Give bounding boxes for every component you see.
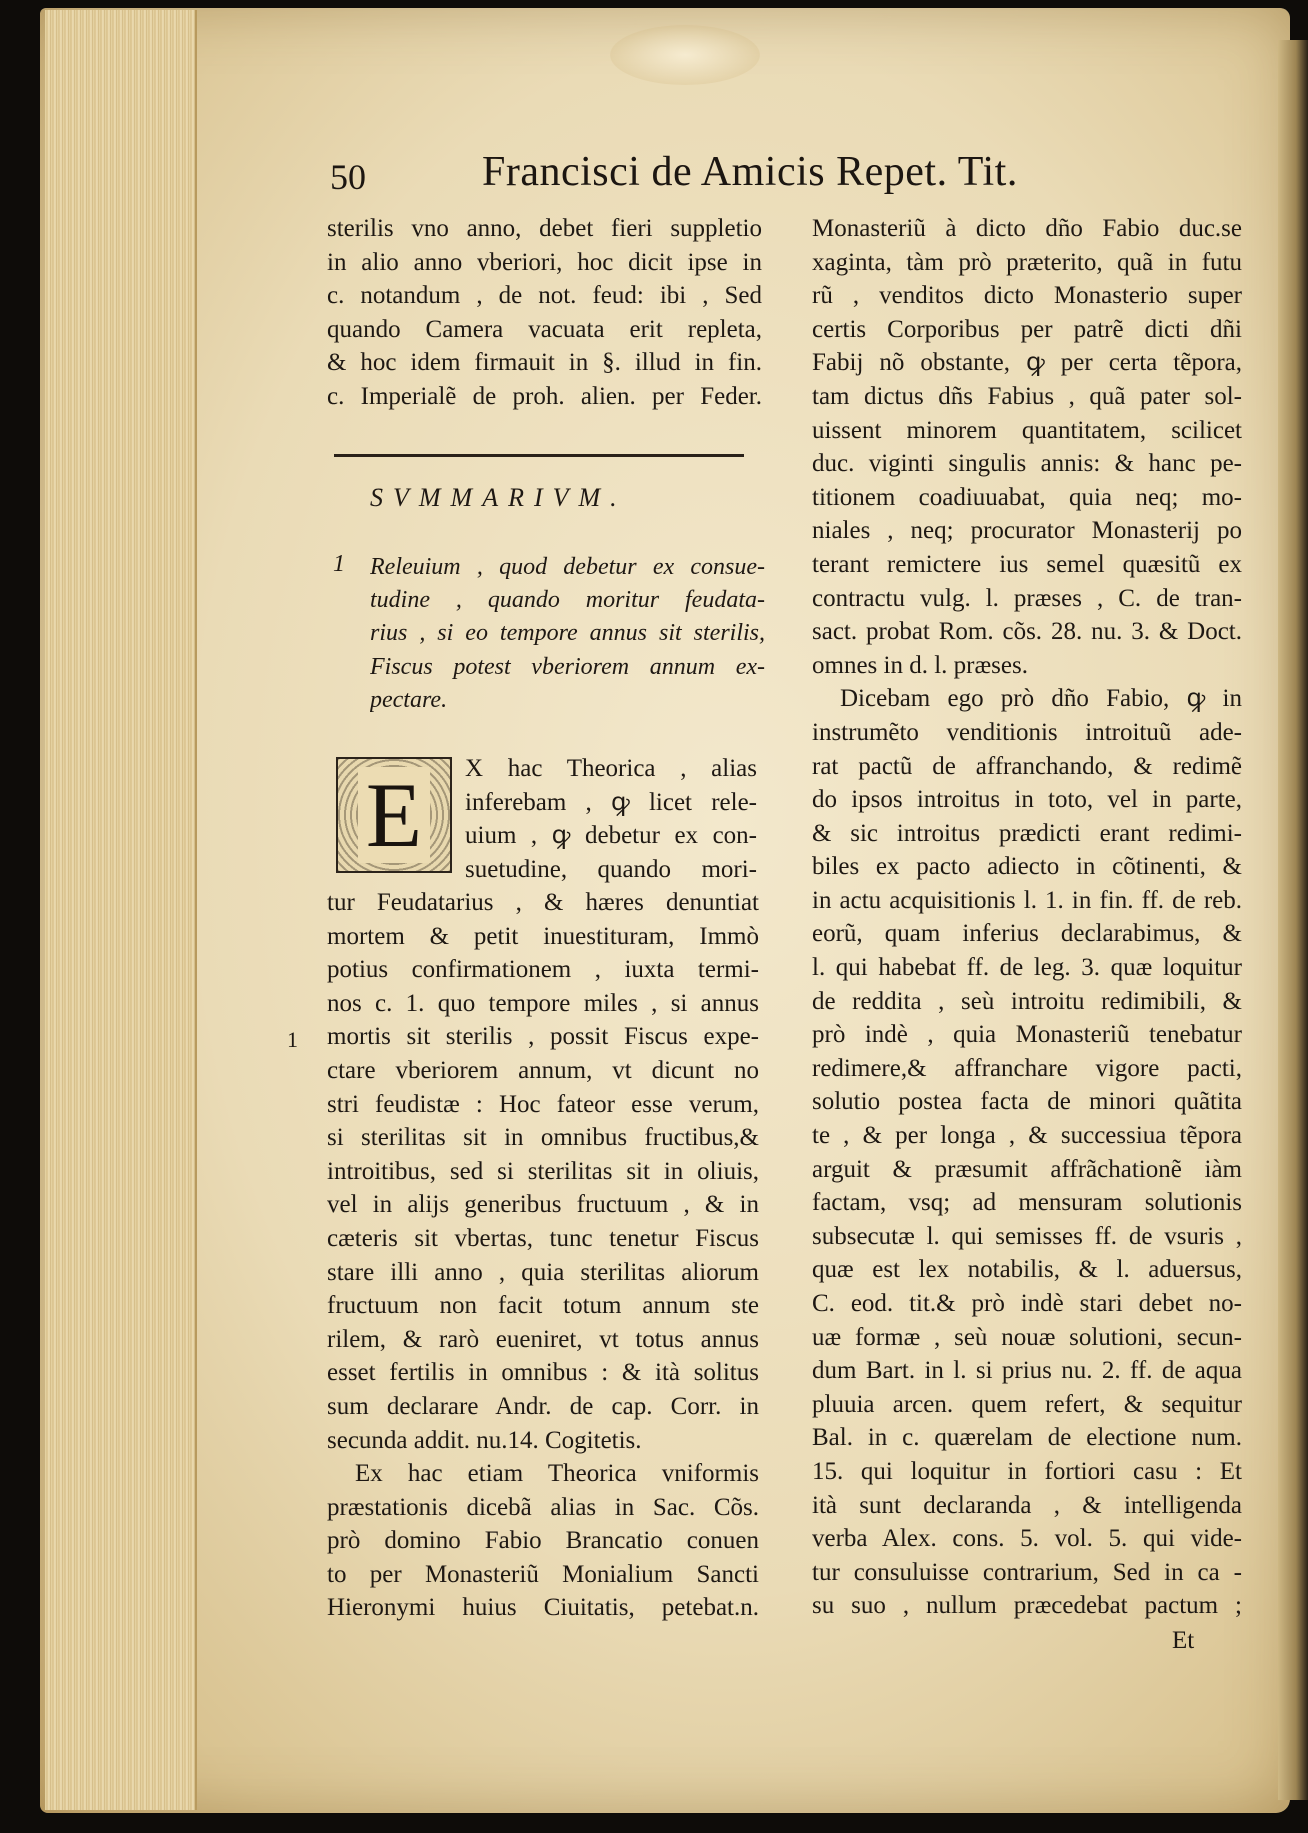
summary-line: pectare. <box>370 686 448 713</box>
text-line: ctare vberiorem annum, vt dicunt no <box>327 1056 759 1084</box>
page-number: 50 <box>330 157 366 197</box>
text-line: quæ est lex notabilis, & l. aduersus, <box>812 1256 1242 1284</box>
text-line: quando Camera vacuata erit repleta, <box>327 315 762 343</box>
text-line: dum Bart. in l. si prius nu. 2. ff. de aqua <box>812 1357 1242 1385</box>
text-line: cæteris sit vbertas, tunc tenetur Fiscus <box>327 1224 759 1252</box>
text-line: titionem coadiuuabat, quia neq; mo- <box>812 483 1242 511</box>
text-line: solutio postea facta de minori quãtita <box>812 1088 1242 1116</box>
summarium-title: SVMMARIVM. <box>370 483 627 512</box>
text-line: stri feudistæ : Hoc fateor esse verum, <box>327 1090 759 1118</box>
text-line: introitibus, sed si sterilitas sit in oliuis, <box>327 1157 759 1185</box>
text-line: tur Feudatarius , & hæres denuntiat <box>327 889 759 916</box>
page-header <box>330 148 1090 208</box>
summary-line: Fiscus potest vberiorem annum ex- <box>370 653 765 680</box>
summary-line: Releuium , quod debetur ex consue- <box>370 554 765 580</box>
text-line: c. notandum , de not. feud: ibi , Sed <box>327 282 762 310</box>
text-line: omnes in d. l. præses. <box>812 651 1028 679</box>
text-line: prò indè , quia Monasteriũ tenebatur <box>812 1021 1242 1049</box>
text-line: do ipsos introitus in toto, vel in parte, <box>812 786 1242 814</box>
summary-line: rius , si eo tempore annus sit sterilis, <box>370 620 765 647</box>
text-line: ità sunt declaranda , & intelligenda <box>812 1491 1242 1519</box>
text-line: rat pactũ de affranchando, & redimẽ <box>812 752 1242 780</box>
summarium-number: 1 <box>333 551 345 577</box>
text-line: in alio anno vberiori, hoc dicit ipse in <box>327 248 762 276</box>
text-line: verba Alex. cons. 5. vol. 5. qui vide- <box>812 1525 1242 1553</box>
text-line: niales , neq; procurator Monasterij po <box>812 517 1242 545</box>
decorated-initial <box>336 757 452 873</box>
text-line: rilem, & rarò eueniret, vt totus annus <box>327 1325 759 1353</box>
text-line: secunda addit. nu.14. Cogitetis. <box>327 1426 642 1454</box>
water-stain <box>610 25 760 85</box>
text-line: to per Monasteriũ Monialium Sancti <box>327 1560 759 1588</box>
facing-page-edge <box>1278 40 1308 1800</box>
text-line: redimere,& affranchare vigore pacti, <box>812 1054 1242 1082</box>
text-line: uium , ꝙ debetur ex con- <box>465 822 757 850</box>
text-line: factam, vsq; ad mensuram solutionis <box>812 1189 1242 1217</box>
text-line: duc. viginti singulis annis: & hanc pe- <box>812 450 1242 478</box>
text-line: potius confirmationem , iuxta termi- <box>327 956 759 984</box>
text-line: inferebam , ꝙ licet rele- <box>465 788 757 816</box>
text-line: xaginta, tàm prò præterito, quã in futu <box>812 248 1242 276</box>
text-line: mortem & petit inuestituram, Immò <box>327 922 759 950</box>
text-line: Monasteriũ à dicto dño Fabio duc.se <box>812 215 1242 242</box>
text-line: te , & per longa , & successiua tẽpora <box>812 1122 1242 1150</box>
page-edges <box>45 10 197 1810</box>
text-line: certis Corporibus per patrẽ dicti dñi <box>812 315 1242 343</box>
margin-note-number: 1 <box>287 1027 298 1052</box>
text-line: su suo , nullum præcedebat pactum ; <box>812 1592 1242 1620</box>
left-body-beside-initial <box>465 752 757 886</box>
text-line: arguit & præsumit affrãchationẽ iàm <box>812 1155 1242 1183</box>
text-line: terant remictere ius semel quæsitũ ex <box>812 550 1242 578</box>
text-line: contractu vulg. l. præses , C. de tran- <box>812 584 1242 612</box>
initial-letter: E <box>358 767 430 863</box>
text-line: uissent minorem quantitatem, scilicet <box>812 416 1242 444</box>
text-line: l. qui habebat ff. de leg. 3. quæ loquitur <box>812 954 1242 982</box>
text-line: Ex hac etiam Theorica vniformis <box>355 1460 759 1488</box>
text-line: sterilis vno anno, debet fieri suppletio <box>327 215 762 242</box>
running-title: Francisci de Amicis Repet. Tit. <box>482 149 1018 195</box>
text-line: eorũ, quam inferius declarabimus, & <box>812 920 1242 948</box>
text-line: C. eod. tit.& prò indè stari debet no- <box>812 1290 1242 1317</box>
summary-line: tudine , quando moritur feudata- <box>370 587 765 614</box>
text-line: prò domino Fabio Brancatio conuen <box>327 1527 759 1555</box>
left-column-top <box>327 212 762 414</box>
text-line: tur consuluisse contrarium, Sed in ca - <box>812 1558 1242 1586</box>
text-line: Hieronymi huius Ciuitatis, petebat.n. <box>327 1594 759 1622</box>
text-line: suetudine, quando mori- <box>465 855 757 883</box>
left-body <box>327 886 759 1625</box>
text-line: vel in alijs generibus fructuum , & in <box>327 1191 759 1219</box>
right-column <box>812 212 1242 1623</box>
text-line: sact. probat Rom. cõs. 28. nu. 3. & Doct. <box>812 618 1242 646</box>
text-line: mortis sit sterilis , possit Fiscus expe- <box>327 1023 759 1051</box>
text-line: pluuia arcen. quem refert, & sequitur <box>812 1390 1242 1418</box>
text-line: Dicebam ego prò dño Fabio, ꝙ in <box>840 685 1242 713</box>
text-line: esset fertilis in omnibus : & ità solitus <box>327 1359 759 1387</box>
text-line: si sterilitas sit in omnibus fructibus,& <box>327 1124 759 1152</box>
text-line: tam dictus dñs Fabius , quã pater sol- <box>812 382 1242 410</box>
text-line: X hac Theorica , alias <box>465 755 757 782</box>
text-line: fructuum non facit totum annum ste <box>327 1292 759 1320</box>
text-line: nos c. 1. quo tempore miles , si annus <box>327 989 759 1017</box>
text-line: Bal. in c. quærelam de electione num. <box>812 1424 1242 1452</box>
text-line: stare illi anno , quia sterilitas aliorum <box>327 1258 759 1286</box>
text-line: instrumẽto venditionis introituũ ade- <box>812 718 1242 746</box>
text-line: c. Imperialẽ de proh. alien. per Feder. <box>327 382 762 410</box>
text-line: 15. qui loquitur in fortiori casu : Et <box>812 1457 1242 1485</box>
section-rule <box>334 454 744 457</box>
text-line: Fabij nõ obstante, ꝙ per certa tẽpora, <box>812 349 1242 377</box>
text-line: & sic introitus prædicti erant redimi- <box>812 819 1242 847</box>
text-line: subsecutæ l. qui semisses ff. de vsuris , <box>812 1222 1242 1250</box>
text-line: de reddita , seù introitu redimibili, & <box>812 987 1242 1015</box>
text-line: in actu acquisitionis l. 1. in fin. ff. de reb. <box>812 886 1242 914</box>
text-line: sum declarare Andr. de cap. Corr. in <box>327 1392 759 1420</box>
text-line: præstationis dicebã alias in Sac. Cõs. <box>327 1493 759 1521</box>
text-line: & hoc idem firmauit in §. illud in fin. <box>327 349 762 377</box>
text-line: biles ex pacto adiecto in cõtinenti, & <box>812 853 1242 881</box>
text-line: uæ formæ , seù nouæ solutioni, secun- <box>812 1323 1242 1351</box>
catchword: Et <box>1172 1627 1195 1654</box>
text-line: rũ , venditos dicto Monasterio super <box>812 282 1242 310</box>
